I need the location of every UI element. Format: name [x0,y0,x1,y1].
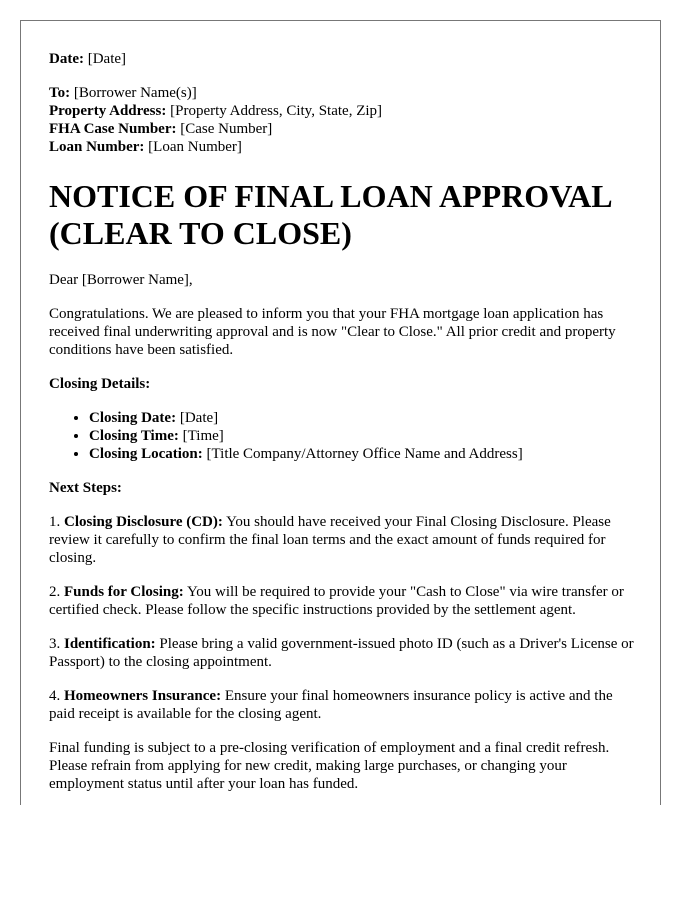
loan-number-label: Loan Number: [49,139,145,155]
list-item [89,427,639,445]
closing-details-list [49,409,639,463]
next-steps-heading-text: Next Steps: [49,480,122,496]
step-number: 4. [49,688,61,704]
step-label: Closing Disclosure (CD): [64,514,223,530]
closing-time-value: [Time] [182,428,224,444]
intro-paragraph: Congratulations. We are pleased to inform you that your FHA mortgage loan application has received final underwriting approval and is now "Clear to Close." All prior credit and property conditions have been satisfied. [49,306,616,358]
next-steps-heading [49,479,639,497]
to-value: [Borrower Name(s)] [73,85,197,101]
property-value: [Property Address, City, State, Zip] [170,103,383,119]
closing-date-label: Closing Date: [89,410,177,426]
letter-content [49,50,639,793]
step-homeowners-insurance [49,687,639,723]
step-label: Funds for Closing: [64,584,184,600]
closing-time-label: Closing Time: [89,428,179,444]
loan-number-value: [Loan Number] [148,139,242,155]
to-label: To: [49,85,71,101]
step-number: 3. [49,636,61,652]
closing-details-heading [49,375,639,393]
case-number-label: FHA Case Number: [49,121,177,137]
step-closing-disclosure [49,513,639,567]
closing-date-value: [Date] [179,410,219,426]
step-label: Identification: [64,636,156,652]
date-label: Date: [49,51,84,67]
step-text: Ensure your final homeowners insurance policy is active and the paid receipt is available for the closing agent. [49,688,613,722]
recipient-block [49,84,639,156]
property-label: Property Address: [49,103,167,119]
list-item [89,445,639,463]
step-text: You should have received your Final Closing Disclosure. Please review it carefully to confirm the final loan terms and the exact amount of funds required for closing. [49,514,611,566]
date-value: [Date] [87,51,127,67]
step-text: Please bring a valid government-issued photo ID (such as a Driver's License or Passport) to the closing appointment. [49,636,634,670]
closing-details-heading-text: Closing Details: [49,376,151,392]
step-label: Homeowners Insurance: [64,688,222,704]
loan-number-line [49,138,639,156]
salutation: Dear [Borrower Name], [49,272,193,288]
letter-page [20,20,661,805]
property-line [49,102,639,120]
header-block [49,50,639,68]
list-item [89,409,639,427]
step-number: 1. [49,514,61,530]
case-number-line [49,120,639,138]
to-line [49,84,639,102]
closing-location-label: Closing Location: [89,446,203,462]
case-number-value: [Case Number] [180,121,273,137]
step-funds-for-closing [49,583,639,619]
closing-location-value: [Title Company/Attorney Office Name and Address] [206,446,523,462]
step-identification [49,635,639,671]
date-line [49,50,639,68]
step-text: You will be required to provide your "Cash to Close" via wire transfer or certified check. Please follow the specific instructions provided by the settlement agent. [49,584,624,618]
step-number: 2. [49,584,61,600]
letter-title: NOTICE OF FINAL LOAN APPROVAL (CLEAR TO CLOSE) [49,178,611,251]
final-note-paragraph: Final funding is subject to a pre-closing verification of employment and a final credit refresh. Please refrain from applying for new credit, making large purchases, or changing your employment status until after your loan has funded. [49,740,610,792]
